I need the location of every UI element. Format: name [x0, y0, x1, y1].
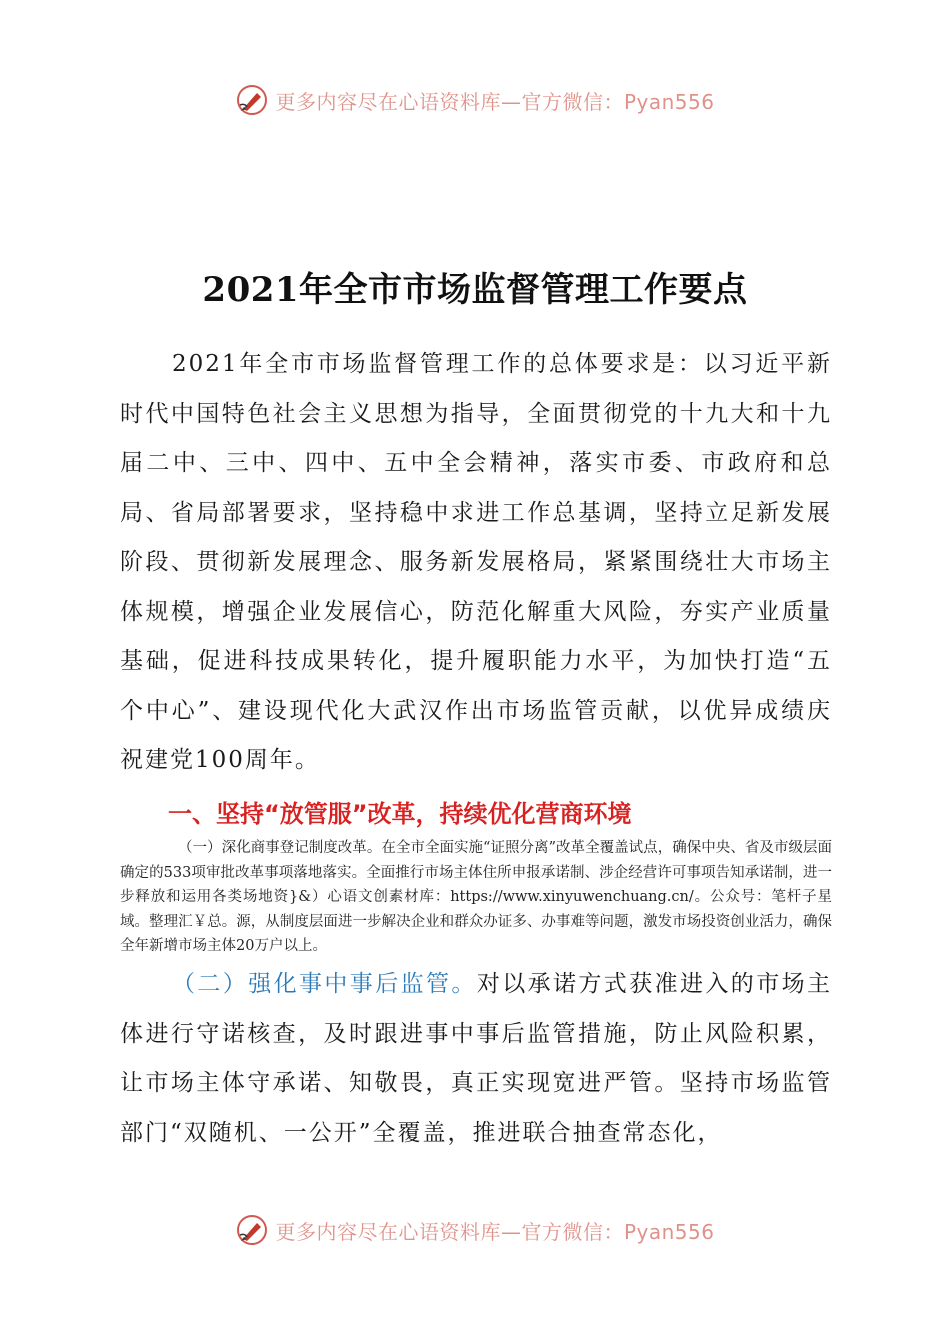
supervision-paragraph [120, 960, 832, 1158]
bottom-watermark-banner [0, 1210, 950, 1250]
subheading-2: （二）强化事中事后监管。 [172, 971, 477, 997]
section-heading-1: 一、坚持“放管服”改革，持续优化营商环境 [168, 800, 632, 828]
document-title: 2021年全市市场监督管理工作要点 [202, 270, 748, 310]
reform-paragraph: （一）深化商事登记制度改革。在全市全面实施“证照分离”改革全覆盖试点，确保中央、省及市级层面确定的533项审批改革事项落地落实。全面推行市场主体住所申报承诺制、涉企经营许可事项告知承诺制，进一步释放和运用各类场地资}&）心语文创素材库：https://www.xinyuwenchuang.cn/。公众号：笔杆子星域。整理汇￥总。源，从制度层面进一步解决企业和群众办证多、办事难等问题，激发市场投资创业活力，确保全年新增市场主体20万户以上。 [120, 840, 832, 954]
pen-nib-logo-icon [235, 83, 269, 117]
top-watermark-banner [0, 80, 950, 120]
watermark-text: 更多内容尽在心语资料库—官方微信：Pyan556 [275, 89, 715, 114]
supervision-paragraph-text: 对以承诺方式获准进入的市场主体进行守诺核查，及时跟进事中事后监管措施，防止风险积累，让市场主体守承诺、知敬畏，真正实现宽进严管。坚持市场监管部门“双随机、一公开”全覆盖，推进联合抽查常态化， [120, 971, 833, 1146]
pen-nib-logo-icon [235, 1213, 269, 1247]
watermark-text: 更多内容尽在心语资料库—官方微信：Pyan556 [275, 1219, 715, 1244]
intro-paragraph: 2021年全市市场监督管理工作的总体要求是：以习近平新时代中国特色社会主义思想为指导，全面贯彻党的十九大和十九届二中、三中、四中、五中全会精神，落实市委、市政府和总局、省局部署要求，坚持稳中求进工作总基调，坚持立足新发展阶段、贯彻新发展理念、服务新发展格局，紧紧围绕壮大市场主体规模，增强企业发展信心，防范化解重大风险，夯实产业质量基础，促进科技成果转化，提升履职能力水平，为加快打造“五个中心”、建设现代化大武汉作出市场监管贡献，以优异成绩庆祝建党100周年。 [120, 351, 832, 773]
